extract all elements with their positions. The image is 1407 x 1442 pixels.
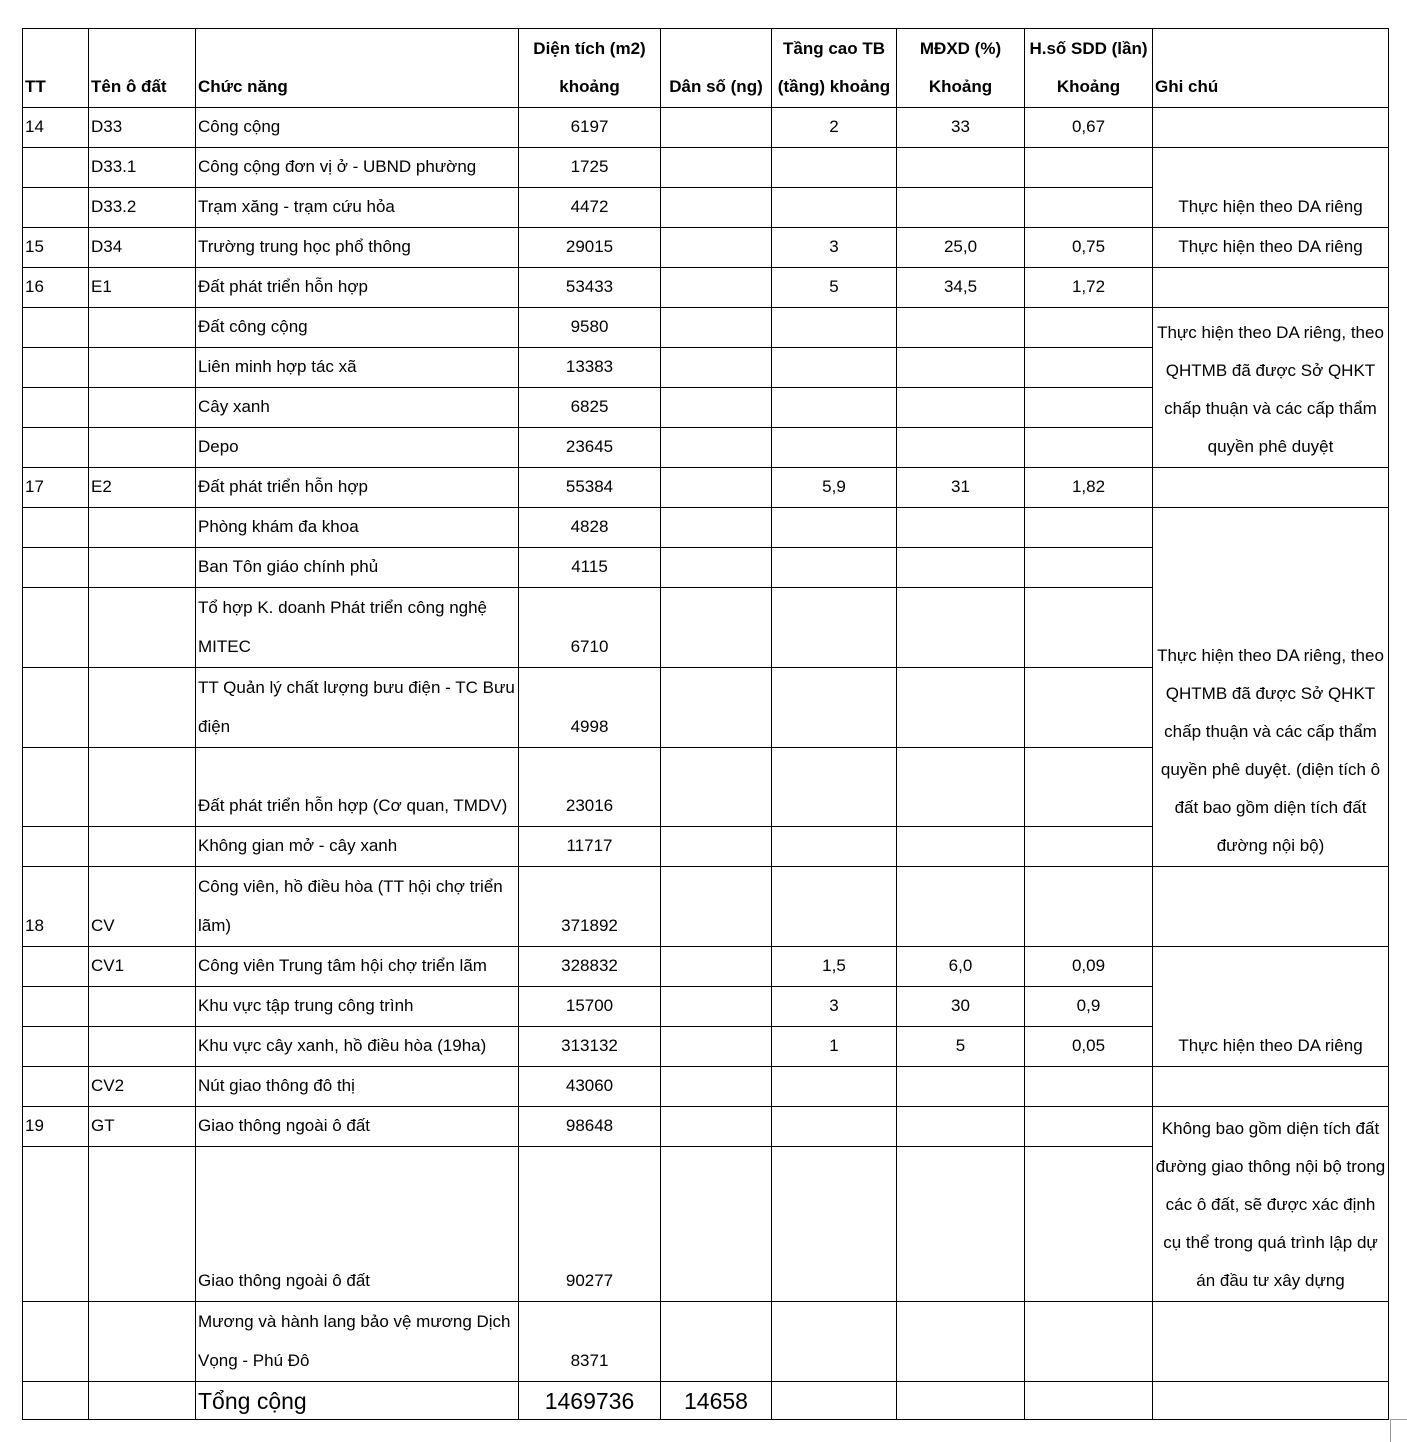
- cell-area: 23016: [519, 748, 661, 827]
- cell-floors: [772, 148, 897, 188]
- cell-far: [1025, 1147, 1153, 1302]
- cell-density: [897, 148, 1025, 188]
- table-row: [23, 228, 1389, 268]
- cell-density: [897, 188, 1025, 228]
- cell-floors: [772, 308, 897, 348]
- cell-note: Thực hiện theo DA riêng: [1153, 148, 1389, 228]
- cell-function: Đất phát triển hỗn hợp: [196, 268, 519, 308]
- table-row: [23, 268, 1389, 308]
- cell-area: 328832: [519, 947, 661, 987]
- cell-tt: [23, 668, 89, 748]
- total-label: Tổng cộng: [196, 1382, 519, 1420]
- cell-population: [661, 748, 772, 827]
- cell-far: 0,75: [1025, 228, 1153, 268]
- cell-far: [1025, 388, 1153, 428]
- header-far-line1: H.số SDD (lần): [1029, 39, 1148, 58]
- cell-tt: [23, 428, 89, 468]
- cell-population: [661, 668, 772, 748]
- cell-lot: [89, 1302, 196, 1382]
- cell-floors: 1,5: [772, 947, 897, 987]
- table-row: [23, 947, 1389, 987]
- cell-population: [661, 867, 772, 947]
- cell-density: [897, 668, 1025, 748]
- cell-floors: [772, 827, 897, 867]
- cell-function: Phòng khám đa khoa: [196, 508, 519, 548]
- cell-floors: [772, 867, 897, 947]
- cell-area: 371892: [519, 867, 661, 947]
- cell-population: [661, 268, 772, 308]
- cell-lot: [89, 348, 196, 388]
- header-density-line1: MĐXD (%): [919, 39, 1002, 58]
- cell-density: [897, 748, 1025, 827]
- cell-population: [661, 228, 772, 268]
- cell-density: 34,5: [897, 268, 1025, 308]
- cell-function: Đất phát triển hỗn hợp: [196, 468, 519, 508]
- cell-area: 23645: [519, 428, 661, 468]
- cell-density: [897, 388, 1025, 428]
- cell-tt: [23, 947, 89, 987]
- header-row: [23, 29, 1389, 108]
- cell-lot: D33.1: [89, 148, 196, 188]
- cell-density: [897, 867, 1025, 947]
- cell-function: Khu vực tập trung công trình: [196, 987, 519, 1027]
- cell-lot: [89, 827, 196, 867]
- cell-population: [661, 548, 772, 588]
- cell-function: Trạm xăng - trạm cứu hỏa: [196, 188, 519, 228]
- cell-population: [661, 428, 772, 468]
- cell-function: Cây xanh: [196, 388, 519, 428]
- cell-floors: [772, 588, 897, 668]
- cell-population: [661, 308, 772, 348]
- cell-lot: D33.2: [89, 188, 196, 228]
- cell-floors: 5: [772, 268, 897, 308]
- cell-far: [1025, 548, 1153, 588]
- cell-population: [661, 947, 772, 987]
- cell-lot: [89, 508, 196, 548]
- cell-far: [1025, 588, 1153, 668]
- cell-density: [897, 428, 1025, 468]
- cell-far: [1025, 1302, 1153, 1382]
- cell-tt: [23, 148, 89, 188]
- cell-lot: [89, 588, 196, 668]
- cell-far: [1025, 1107, 1153, 1147]
- cell-note: [1153, 867, 1389, 947]
- cell-lot: [89, 308, 196, 348]
- table-row: [23, 308, 1389, 348]
- cell-tt: [23, 1302, 89, 1382]
- cell-lot: [89, 388, 196, 428]
- cell-floors: [772, 1382, 897, 1420]
- cell-tt: [23, 548, 89, 588]
- cell-floors: [772, 348, 897, 388]
- total-population: 14658: [661, 1382, 772, 1420]
- cell-population: [661, 827, 772, 867]
- cell-tt: 19: [23, 1107, 89, 1147]
- cell-floors: 1: [772, 1027, 897, 1067]
- cell-tt: [23, 1027, 89, 1067]
- cell-population: [661, 508, 772, 548]
- cell-far: [1025, 668, 1153, 748]
- header-density: [897, 29, 1025, 108]
- cell-density: [897, 508, 1025, 548]
- cell-tt: [23, 1147, 89, 1302]
- cell-area: 6825: [519, 388, 661, 428]
- cell-tt: [23, 827, 89, 867]
- cell-tt: [23, 748, 89, 827]
- cell-population: [661, 108, 772, 148]
- cell-function: Công cộng: [196, 108, 519, 148]
- cell-population: [661, 588, 772, 668]
- cell-lot: CV1: [89, 947, 196, 987]
- cell-note: Thực hiện theo DA riêng: [1153, 228, 1389, 268]
- cell-lot: D33: [89, 108, 196, 148]
- cell-tt: [23, 1382, 89, 1420]
- cell-area: 6710: [519, 588, 661, 668]
- cell-far: 0,9: [1025, 987, 1153, 1027]
- cell-note: Thực hiện theo DA riêng, theo QHTMB đã được Sở QHKT chấp thuận và các cấp thẩm quyền phê duyệt: [1153, 308, 1389, 468]
- cell-density: [897, 348, 1025, 388]
- cell-population: [661, 148, 772, 188]
- cell-lot: [89, 987, 196, 1027]
- header-floors: [772, 29, 897, 108]
- cell-density: 6,0: [897, 947, 1025, 987]
- cell-function: Nút giao thông đô thị: [196, 1067, 519, 1107]
- cell-floors: [772, 1067, 897, 1107]
- cell-note: Không bao gồm diện tích đất đường giao thông nội bộ trong các ô đất, sẽ được xác định cụ thể trong quá trình lập dự án đầu tư xây dựng: [1153, 1107, 1389, 1302]
- cell-floors: [772, 548, 897, 588]
- cell-area: 13383: [519, 348, 661, 388]
- cell-floors: [772, 748, 897, 827]
- cell-function: Trường trung học phổ thông: [196, 228, 519, 268]
- cell-far: [1025, 867, 1153, 947]
- cell-far: [1025, 348, 1153, 388]
- table-row: [23, 148, 1389, 188]
- table-body: [23, 108, 1389, 1420]
- cell-floors: [772, 1302, 897, 1382]
- cell-tt: [23, 508, 89, 548]
- cell-floors: [772, 1147, 897, 1302]
- cell-area: 29015: [519, 228, 661, 268]
- cell-density: [897, 1067, 1025, 1107]
- cell-function: Tổ hợp K. doanh Phát triển công nghệ MITEC: [196, 588, 519, 668]
- cell-note: [1153, 1067, 1389, 1107]
- cell-tt: 16: [23, 268, 89, 308]
- cell-density: [897, 1107, 1025, 1147]
- cell-population: [661, 1302, 772, 1382]
- cell-tt: [23, 1067, 89, 1107]
- cell-tt: 14: [23, 108, 89, 148]
- header-area: [519, 29, 661, 108]
- cell-note: [1153, 108, 1389, 148]
- cell-function: Liên minh hợp tác xã: [196, 348, 519, 388]
- cell-note: [1153, 1382, 1389, 1420]
- cell-function: Không gian mở - cây xanh: [196, 827, 519, 867]
- cell-density: [897, 308, 1025, 348]
- cell-far: [1025, 508, 1153, 548]
- cell-lot: E2: [89, 468, 196, 508]
- cell-population: [661, 1067, 772, 1107]
- cell-note: Thực hiện theo DA riêng, theo QHTMB đã được Sở QHKT chấp thuận và các cấp thẩm quyền phê duyệt. (diện tích ô đất bao gồm diện tích đất đường nội bộ): [1153, 508, 1389, 867]
- sheet-corner: [1390, 1419, 1407, 1442]
- cell-area: 15700: [519, 987, 661, 1027]
- cell-tt: [23, 188, 89, 228]
- cell-floors: [772, 428, 897, 468]
- header-area-line1: Diện tích (m2): [533, 39, 646, 58]
- cell-area: 4998: [519, 668, 661, 748]
- cell-function: Đất công cộng: [196, 308, 519, 348]
- cell-density: 30: [897, 987, 1025, 1027]
- header-lot: Tên ô đất: [89, 29, 196, 108]
- cell-far: 0,09: [1025, 947, 1153, 987]
- total-area: 1469736: [519, 1382, 661, 1420]
- cell-lot: GT: [89, 1107, 196, 1147]
- cell-note: Thực hiện theo DA riêng: [1153, 947, 1389, 1067]
- header-floors-line2: (tầng) khoảng: [777, 77, 891, 96]
- cell-tt: [23, 308, 89, 348]
- cell-density: [897, 1302, 1025, 1382]
- cell-density: [897, 588, 1025, 668]
- table-row: [23, 1067, 1389, 1107]
- cell-floors: [772, 668, 897, 748]
- cell-lot: [89, 548, 196, 588]
- cell-lot: CV: [89, 867, 196, 947]
- cell-area: 98648: [519, 1107, 661, 1147]
- header-tt: TT: [23, 29, 89, 108]
- cell-function: Ban Tôn giáo chính phủ: [196, 548, 519, 588]
- cell-area: 11717: [519, 827, 661, 867]
- cell-population: [661, 468, 772, 508]
- cell-tt: [23, 588, 89, 668]
- cell-lot: [89, 748, 196, 827]
- cell-note: [1153, 268, 1389, 308]
- cell-tt: 15: [23, 228, 89, 268]
- cell-population: [661, 1147, 772, 1302]
- cell-function: Giao thông ngoài ô đất: [196, 1107, 519, 1147]
- cell-area: 90277: [519, 1147, 661, 1302]
- cell-far: [1025, 1067, 1153, 1107]
- cell-floors: [772, 188, 897, 228]
- cell-tt: [23, 348, 89, 388]
- cell-lot: D34: [89, 228, 196, 268]
- header-function: Chức năng: [196, 29, 519, 108]
- header-population: Dân số (ng): [661, 29, 772, 108]
- cell-lot: [89, 1027, 196, 1067]
- table-row: [23, 1107, 1389, 1147]
- cell-floors: [772, 388, 897, 428]
- cell-density: 33: [897, 108, 1025, 148]
- cell-floors: 3: [772, 987, 897, 1027]
- cell-population: [661, 188, 772, 228]
- cell-floors: 5,9: [772, 468, 897, 508]
- cell-area: 55384: [519, 468, 661, 508]
- cell-far: [1025, 308, 1153, 348]
- cell-note: [1153, 468, 1389, 508]
- cell-function: Công viên Trung tâm hội chợ triển lãm: [196, 947, 519, 987]
- cell-area: 43060: [519, 1067, 661, 1107]
- table-row: [23, 1302, 1389, 1382]
- header-area-line2: khoảng: [559, 77, 620, 96]
- cell-density: 5: [897, 1027, 1025, 1067]
- cell-far: 0,67: [1025, 108, 1153, 148]
- cell-density: 31: [897, 468, 1025, 508]
- cell-tt: [23, 388, 89, 428]
- cell-area: 4828: [519, 508, 661, 548]
- cell-function: Đất phát triển hỗn hợp (Cơ quan, TMDV): [196, 748, 519, 827]
- cell-tt: 17: [23, 468, 89, 508]
- cell-density: [897, 548, 1025, 588]
- cell-lot: [89, 1382, 196, 1420]
- cell-population: [661, 348, 772, 388]
- cell-density: 25,0: [897, 228, 1025, 268]
- header-far-line2: Khoảng: [1056, 77, 1121, 96]
- cell-floors: [772, 1107, 897, 1147]
- cell-floors: [772, 508, 897, 548]
- cell-floors: 2: [772, 108, 897, 148]
- header-floors-line1: Tầng cao TB: [782, 39, 885, 58]
- cell-far: [1025, 188, 1153, 228]
- header-far: [1025, 29, 1153, 108]
- cell-lot: [89, 428, 196, 468]
- cell-population: [661, 1107, 772, 1147]
- cell-function: Giao thông ngoài ô đất: [196, 1147, 519, 1302]
- cell-far: [1025, 827, 1153, 867]
- cell-far: [1025, 428, 1153, 468]
- cell-area: 4472: [519, 188, 661, 228]
- cell-density: [897, 827, 1025, 867]
- cell-area: 4115: [519, 548, 661, 588]
- cell-area: 53433: [519, 268, 661, 308]
- table-row: [23, 108, 1389, 148]
- cell-population: [661, 987, 772, 1027]
- cell-lot: E1: [89, 268, 196, 308]
- cell-function: Mương và hành lang bảo vệ mương Dịch Vọng - Phú Đô: [196, 1302, 519, 1382]
- cell-note: [1153, 1302, 1389, 1382]
- cell-lot: CV2: [89, 1067, 196, 1107]
- cell-far: 0,05: [1025, 1027, 1153, 1067]
- cell-density: [897, 1382, 1025, 1420]
- cell-population: [661, 1027, 772, 1067]
- cell-area: 8371: [519, 1302, 661, 1382]
- cell-lot: [89, 668, 196, 748]
- cell-area: 9580: [519, 308, 661, 348]
- cell-function: Khu vực cây xanh, hồ điều hòa (19ha): [196, 1027, 519, 1067]
- table-row: [23, 508, 1389, 548]
- cell-function: TT Quản lý chất lượng bưu điện - TC Bưu điện: [196, 668, 519, 748]
- total-row: [23, 1382, 1389, 1420]
- cell-area: 1725: [519, 148, 661, 188]
- cell-function: Công cộng đơn vị ở - UBND phường: [196, 148, 519, 188]
- cell-function: Công viên, hồ điều hòa (TT hội chợ triển lãm): [196, 867, 519, 947]
- cell-density: [897, 1147, 1025, 1302]
- table-row: [23, 468, 1389, 508]
- cell-population: [661, 388, 772, 428]
- cell-far: 1,72: [1025, 268, 1153, 308]
- cell-area: 313132: [519, 1027, 661, 1067]
- cell-far: [1025, 748, 1153, 827]
- cell-area: 6197: [519, 108, 661, 148]
- table-row: [23, 867, 1389, 947]
- cell-floors: 3: [772, 228, 897, 268]
- cell-far: [1025, 148, 1153, 188]
- cell-function: Depo: [196, 428, 519, 468]
- cell-tt: 18: [23, 867, 89, 947]
- cell-tt: [23, 987, 89, 1027]
- header-density-line2: Khoảng: [928, 77, 993, 96]
- cell-far: 1,82: [1025, 468, 1153, 508]
- cell-lot: [89, 1147, 196, 1302]
- land-use-table: [22, 28, 1389, 1420]
- cell-far: [1025, 1382, 1153, 1420]
- header-note: Ghi chú: [1153, 29, 1389, 108]
